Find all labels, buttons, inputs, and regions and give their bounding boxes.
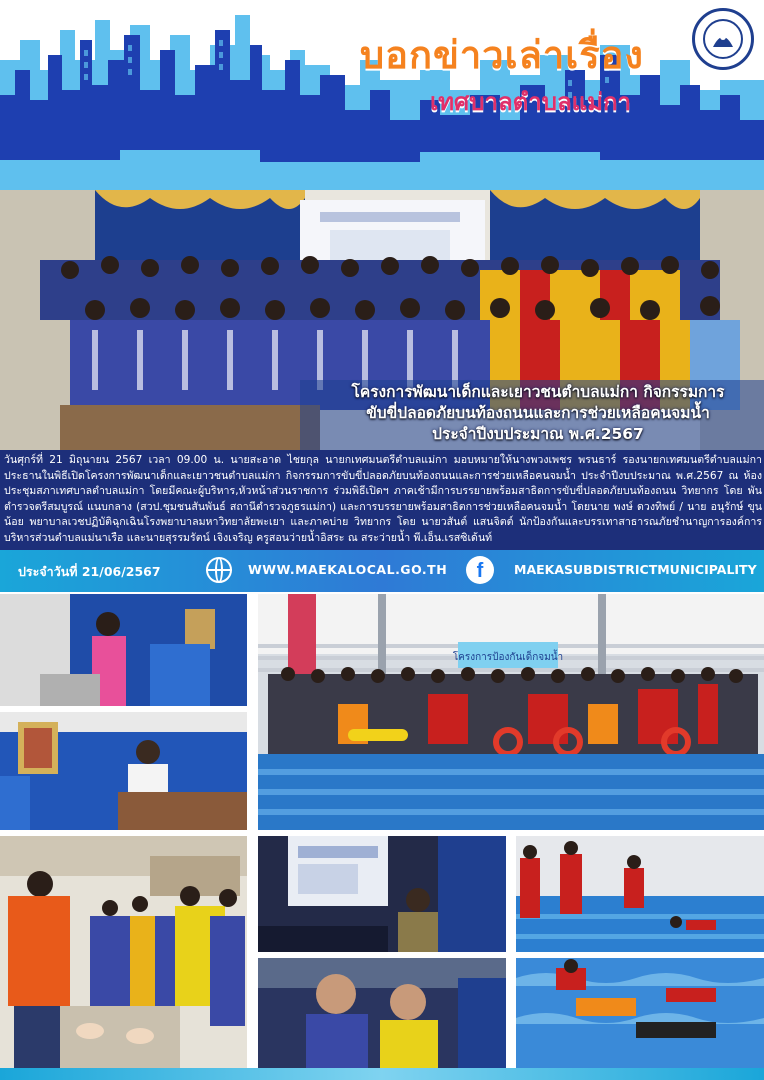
photo-presiding-official (0, 712, 247, 830)
header-banner (0, 0, 764, 192)
issue-date: ประจำวันที่ 21/06/2567 (18, 564, 161, 579)
newsletter-title: บอกข่าวเล่าเรื่อง (360, 33, 644, 77)
photo-pool-group (258, 594, 764, 830)
caption-line-2: ขับขี่ปลอดภัยบนท้องถนนและการช่วยเหลือคนจมน้ำ (366, 404, 710, 422)
photo-speaker-podium (0, 594, 247, 706)
caption-line-1: โครงการพัฒนาเด็กและเยาวชนตำบลแม่กา กิจกรรมการ (351, 383, 725, 401)
photo-underwater-rescue (516, 958, 764, 1068)
photo-students-closeup (258, 958, 506, 1068)
municipality-logo (692, 8, 754, 70)
globe-icon (206, 557, 232, 583)
photo-cpr-training (0, 836, 247, 1068)
project-caption (318, 382, 758, 445)
news-body-text: วันศุกร์ที่ 21 มิถุนายน 2567 เวลา 09.00 น. นายสะอาด ไชยกุล นายกเทศมนตรีตำบลแม่กา มอบหมายให้นางพวงเพชร พรนธาร์ รองนายกเทศมนตรีตำบลแม่กา ประธานในพิธีเปิดโครงการพัฒนาเด็กและเยาวชนตำบลแม่กา กิจกรรมการขับขี่ปลอดภัยบนท้องถนนและการช่วยเหลือคนจมน้ำ ประจำปีงบประมาณ พ.ศ.2567 ณ ห้องประชุมสภาเทศบาลตำบลแม่กา โดยมีคณะผู้บริหาร,หัวหน้าส่วนราชการ ร่วมพิธีเปิดฯ ภาคเช้ามีการบรรยายพร้อมสาธิตการขับขี่ปลอดภัยบนท้องถนน วิทยากร โดย พันตำรวจตรีสมบูรณ์ แนบกลาง (สวป.ชุมชนสันพันธ์ สถานีตำรวจภูธรแม่กา) และการบรรยายพร้อมสาธิตการช่วยเหลือคนจมน้ำ โดยนาย พงษ์ ดวงทิพย์ / นาย อนุรักษ์ ขุนน้อย พยาบาลเวชปฏิบัติฉุกเฉินโรงพยาบาลมหาวิทยาลัยพะเยา และภาคบ่าย วิทยากร โดย นายวสันต์ แสนจิตต์ นักป้องกันและบรรเทาสาธารณภัยชำนาญการองค์การบริหารส่วนตำบลแม่นาเรือ และนายสุรรมรัตน์ เจิงเจริญ ครูสอนว่ายน้ำอิสระ ณ สระว่ายน้ำ พี.เอ็น.เรสซิเด้นท์ (4, 454, 762, 544)
facebook-icon: f (466, 556, 494, 584)
caption-line-3: ประจำปีงบประมาณ พ.ศ.2567 (432, 425, 644, 443)
photo-instructor-projector (258, 836, 506, 952)
website-link[interactable]: WWW.MAEKALOCAL.GO.TH (248, 562, 448, 577)
pool-banner-text: โครงการป้องกันเด็กจมน้ำ (452, 652, 564, 663)
footer-bar (0, 1068, 764, 1080)
municipality-name: เทศบาลตำบลแม่กา (430, 88, 631, 116)
photo-swim-demo (516, 836, 764, 952)
facebook-page-link[interactable]: MAEKASUBDISTRICTMUNICIPALITY (514, 562, 757, 577)
